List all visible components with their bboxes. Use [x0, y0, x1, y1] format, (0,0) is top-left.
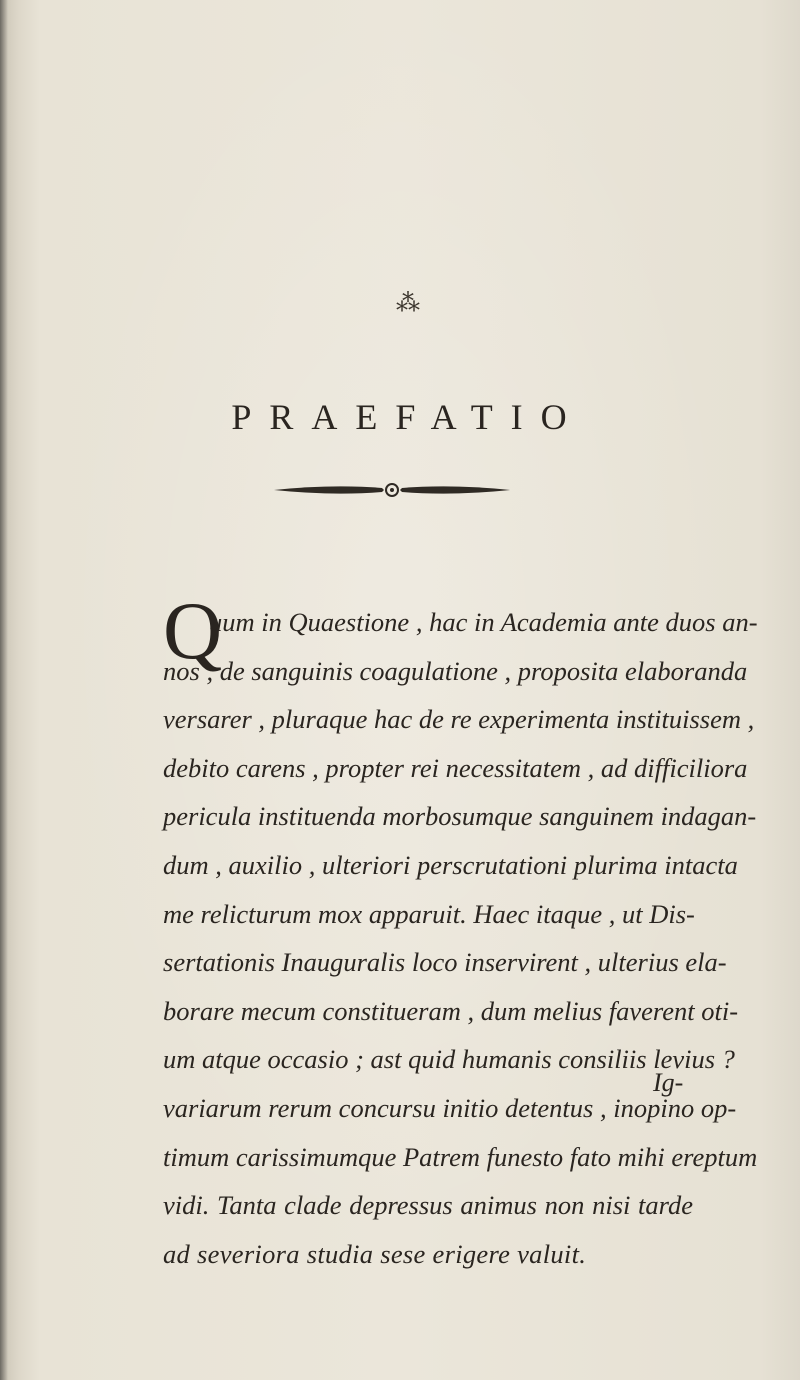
text-line: uum in Quaestione , hac in Academia ante duos an- [209, 607, 758, 637]
decorative-rule-icon [272, 480, 512, 500]
page-edge-shadow [0, 0, 8, 1380]
text-line: versarer , pluraque hac de re experimenta instituissem , [163, 704, 755, 735]
text-line: dum , auxilio , ulteriori perscrutationi plurima intacta [163, 849, 738, 880]
text-line: variarum rerum concursu initio detentus , inopino op- [163, 1092, 737, 1123]
catchword: Ig- [653, 1068, 684, 1097]
text-line: vidi. Tanta clade depressus animus non nisi tarde [163, 1190, 693, 1221]
asterism-ornament: ⁂ [396, 291, 420, 317]
body-text [163, 598, 758, 1278]
text-line: ad severiora studia sese erigere valuit. [163, 1238, 587, 1269]
text-line: nos , de sanguinis coagulatione , proposita elaboranda [163, 655, 748, 686]
text-line: timum carissimumque Patrem funesto fato mihi ereptum [163, 1141, 758, 1172]
drop-cap: Q [163, 585, 223, 676]
text-line: debito carens , propter rei necessitatem , ad difficiliora [163, 752, 748, 783]
text-line: sertationis Inauguralis loco inservirent , ulterius ela- [163, 947, 727, 978]
text-line: borare mecum constitueram , dum melius faverent oti- [163, 995, 739, 1026]
text-line: pericula instituenda morbosumque sanguinem indagan- [163, 801, 757, 832]
text-line: me relicturum mox apparuit. Haec itaque , ut Dis- [163, 898, 695, 929]
page-title: PRAEFATIO [231, 397, 585, 437]
text-line: um atque occasio ; ast quid humanis consiliis levius ? [163, 1044, 735, 1075]
